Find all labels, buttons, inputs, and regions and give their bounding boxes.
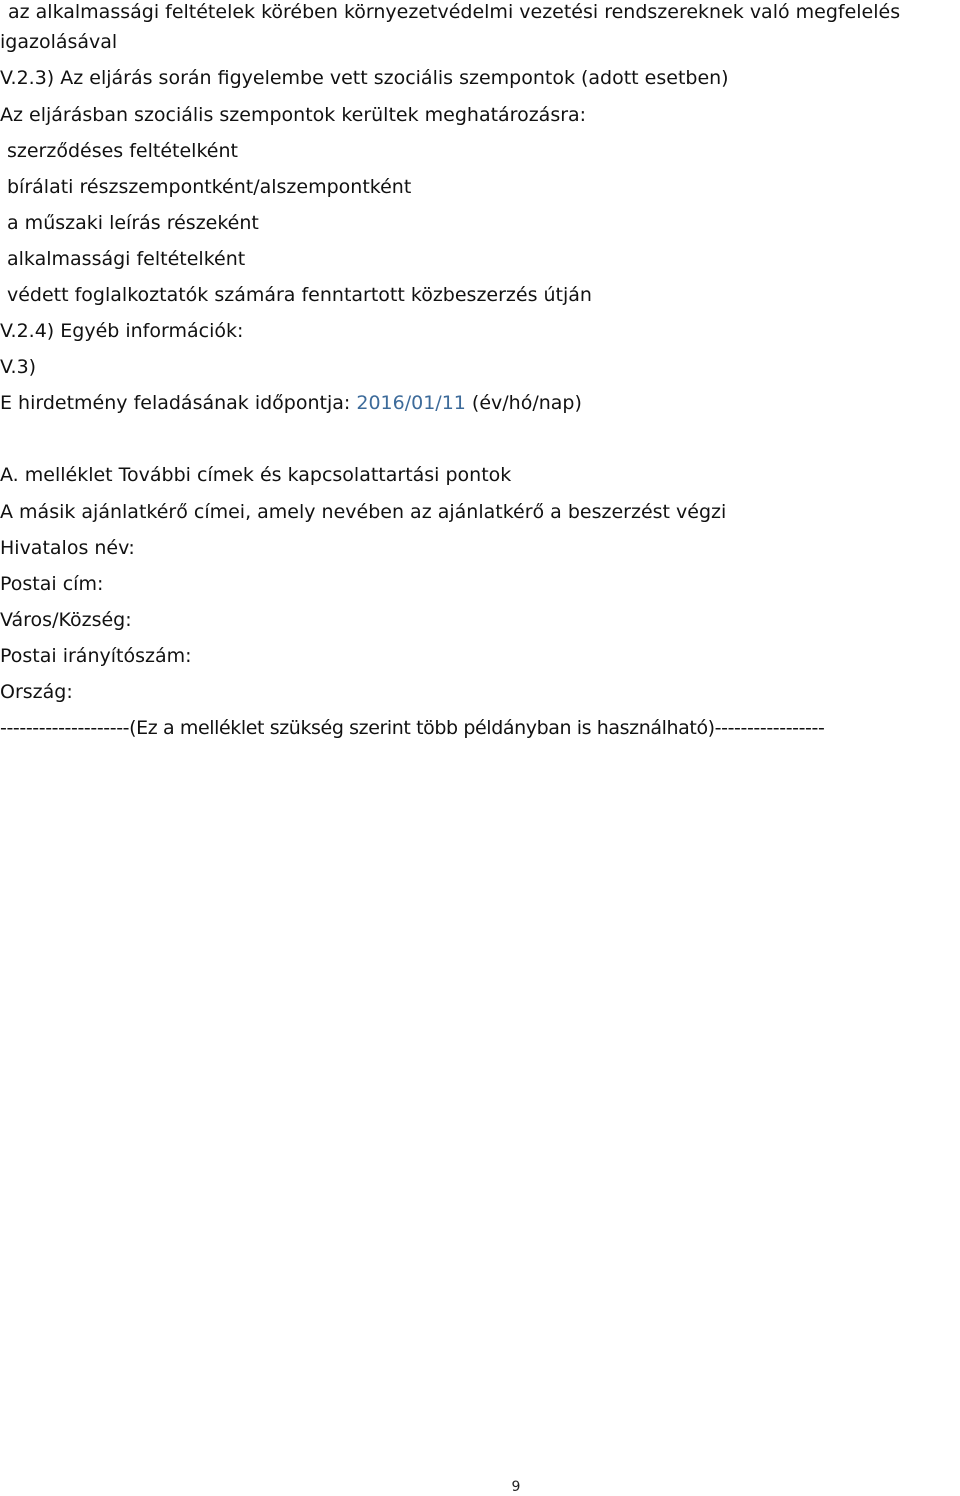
dispatch-date-value: 2016/01/11 — [356, 392, 466, 414]
field-country: Ország: — [0, 681, 73, 703]
dispatch-date-line — [0, 391, 582, 415]
annex-separator-line: --------------------(Ez a melléklet szükség szerint több példányban is használható)----------------- — [0, 717, 825, 739]
social-option-suitability-condition: alkalmassági feltételként — [7, 248, 246, 270]
social-option-reserved-procurement: védett foglalkoztatók számára fenntartott közbeszerzés útján — [7, 284, 592, 306]
social-option-contract-condition: szerződéses feltételként — [7, 140, 238, 162]
annex-a-subtitle: A másik ajánlatkérő címei, amely nevében az ajánlatkérő a beszerzést végzi — [0, 501, 727, 523]
dispatch-date-format: (év/hó/nap) — [471, 392, 582, 414]
field-postal-address: Postai cím: — [0, 573, 104, 595]
dispatch-date-label: E hirdetmény feladásának időpontja: — [0, 392, 351, 414]
social-option-technical-description: a műszaki leírás részeként — [7, 212, 259, 234]
social-option-evaluation-subcriterion: bírálati részszempontként/alszempontként — [7, 176, 412, 198]
section-v2-4-heading: V.2.4) Egyéb információk: — [0, 320, 244, 342]
annex-a-title: A. melléklet További címek és kapcsolattartási pontok — [0, 464, 512, 486]
social-criteria-intro: Az eljárásban szociális szempontok kerültek meghatározásra: — [0, 104, 587, 126]
section-v3-heading: V.3) — [0, 356, 37, 378]
field-official-name: Hivatalos név: — [0, 537, 135, 559]
continuation-line-1: az alkalmassági feltételek körében környezetvédelmi vezetési rendszereknek való megfelelés — [8, 1, 901, 23]
field-postal-code: Postai irányítószám: — [0, 645, 192, 667]
field-city: Város/Község: — [0, 609, 132, 631]
continuation-line-2: igazolásával — [0, 31, 118, 53]
page-number: 9 — [511, 1479, 521, 1495]
section-v2-3-heading: V.2.3) Az eljárás során figyelembe vett szociális szempontok (adott esetben) — [0, 67, 729, 89]
